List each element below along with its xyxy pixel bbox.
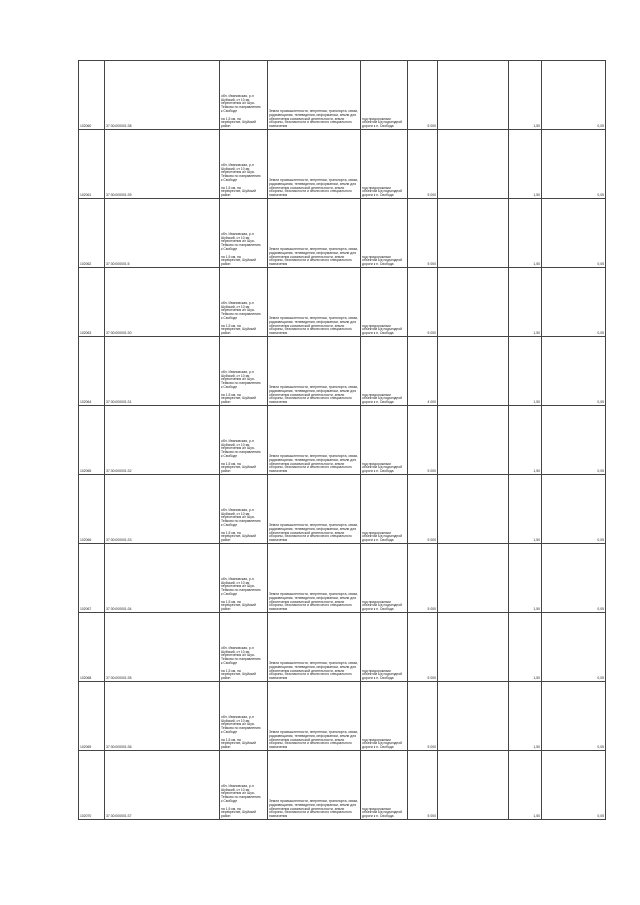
empty-cell xyxy=(438,337,509,406)
table-row xyxy=(79,199,606,268)
land-category-cell: Земли промышленности, энергетики, транспорта, связи, радиовещания, телевидения, информатики, земли для обеспечения космической деятельности, земли обороны, безопасности и земли иного специального назначения xyxy=(268,268,361,337)
permitted-use-cell: под придорожным объектом с/д подъездной дороги к п. Свобода xyxy=(361,199,408,268)
area-cell: 5 000 xyxy=(408,199,438,268)
tax-cell: 0,05 xyxy=(542,682,606,751)
land-category-cell: Земли промышленности, энергетики, транспорта, связи, радиовещания, телевидения, информатики, земли для обеспечения космической деятельности, земли обороны, безопасности и земли иного специального назначения xyxy=(268,130,361,199)
address-cell: обл. Ивановская, р-н Шуйский, от 10 км пересечения а/г Шуя- Тейково по направлению к Свободе на 1,5 км, на перекрестке, Шуйский район xyxy=(220,544,268,613)
rate-cell: 1,50 xyxy=(509,199,542,268)
record-id-cell: 102064 xyxy=(79,337,105,406)
permitted-use-cell: под придорожным объектом с/д подъездной дороги к п. Свобода xyxy=(361,337,408,406)
record-id-cell: 102066 xyxy=(79,475,105,544)
permitted-use-cell: под придорожным объектом с/д подъездной дороги к п. Свобода xyxy=(361,268,408,337)
empty-cell xyxy=(438,475,509,544)
land-category-cell: Земли промышленности, энергетики, транспорта, связи, радиовещания, телевидения, информатики, земли для обеспечения космической деятельности, земли обороны, безопасности и земли иного специального назначения xyxy=(268,406,361,475)
tax-cell: 0,05 xyxy=(542,544,606,613)
empty-cell xyxy=(438,406,509,475)
rate-cell: 1,50 xyxy=(509,682,542,751)
rate-cell: 1,50 xyxy=(509,475,542,544)
permitted-use-cell: под придорожным объектом с/д подъездной дороги к п. Свобода xyxy=(361,61,408,130)
record-id-cell: 102070 xyxy=(79,751,105,820)
empty-cell xyxy=(438,751,509,820)
land-category-cell: Земли промышленности, энергетики, транспорта, связи, радиовещания, телевидения, информатики, земли для обеспечения космической деятельности, земли обороны, безопасности и земли иного специального назначения xyxy=(268,613,361,682)
empty-cell xyxy=(438,613,509,682)
rate-cell: 1,50 xyxy=(509,268,542,337)
cadastral-number-cell: 37:30:000001:36 xyxy=(105,682,220,751)
area-cell: 4 000 xyxy=(408,337,438,406)
record-id-cell: 102067 xyxy=(79,544,105,613)
empty-cell xyxy=(438,130,509,199)
tax-cell: 0,05 xyxy=(542,337,606,406)
empty-cell xyxy=(438,682,509,751)
address-cell: обл. Ивановская, р-н Шуйский, от 10 км пересечения а/г Шуя- Тейково по направлению к Свободе на 1,5 км, на перекрестке, Шуйский район xyxy=(220,613,268,682)
cadastral-number-cell: 37:30:000001:32 xyxy=(105,406,220,475)
land-plot-table xyxy=(78,60,606,820)
address-cell: обл. Ивановская, р-н Шуйский, от 10 км пересечения а/г Шуя- Тейково по направлению к Свободе на 1,5 км, на перекрестке, Шуйский район xyxy=(220,475,268,544)
record-id-cell: 102062 xyxy=(79,199,105,268)
table-row xyxy=(79,61,606,130)
rate-cell: 1,50 xyxy=(509,613,542,682)
address-cell: обл. Ивановская, р-н Шуйский, от 10 км пересечения а/г Шуя- Тейково по направлению к Свободе на 1,5 км, на перекрестке, Шуйский район xyxy=(220,337,268,406)
empty-cell xyxy=(438,199,509,268)
area-cell: 5 000 xyxy=(408,268,438,337)
record-id-cell: 102069 xyxy=(79,682,105,751)
area-cell: 5 000 xyxy=(408,682,438,751)
record-id-cell: 102065 xyxy=(79,406,105,475)
land-category-cell: Земли промышленности, энергетики, транспорта, связи, радиовещания, телевидения, информатики, земли для обеспечения космической деятельности, земли обороны, безопасности и земли иного специального назначения xyxy=(268,337,361,406)
empty-cell xyxy=(438,268,509,337)
tax-cell: 0,05 xyxy=(542,130,606,199)
table-row xyxy=(79,337,606,406)
table-row xyxy=(79,613,606,682)
table-row xyxy=(79,406,606,475)
record-id-cell: 102061 xyxy=(79,130,105,199)
address-cell: обл. Ивановская, р-н Шуйский, от 10 км пересечения а/г Шуя- Тейково по направлению к Свободе на 1,5 км, на перекрестке, Шуйский район xyxy=(220,130,268,199)
record-id-cell: 102060 xyxy=(79,61,105,130)
area-cell: 5 000 xyxy=(408,61,438,130)
permitted-use-cell: под придорожным объектом с/д подъездной дороги к п. Свобода xyxy=(361,130,408,199)
rate-cell: 1,50 xyxy=(509,544,542,613)
empty-cell xyxy=(438,61,509,130)
area-cell: 5 000 xyxy=(408,130,438,199)
land-category-cell: Земли промышленности, энергетики, транспорта, связи, радиовещания, телевидения, информатики, земли для обеспечения космической деятельности, земли обороны, безопасности и земли иного специального назначения xyxy=(268,199,361,268)
tax-cell: 0,05 xyxy=(542,475,606,544)
address-cell: обл. Ивановская, р-н Шуйский, от 10 км пересечения а/г Шуя- Тейково по направлению к Свободе на 1,5 км, на перекрестке, Шуйский район xyxy=(220,61,268,130)
rate-cell: 1,50 xyxy=(509,751,542,820)
permitted-use-cell: под придорожным объектом с/д подъездной дороги к п. Свобода xyxy=(361,751,408,820)
empty-cell xyxy=(438,544,509,613)
permitted-use-cell: под придорожным объектом с/д подъездной дороги к п. Свобода xyxy=(361,544,408,613)
address-cell: обл. Ивановская, р-н Шуйский, от 10 км пересечения а/г Шуя- Тейково по направлению к Свободе на 1,5 км, на перекрестке, Шуйский район xyxy=(220,268,268,337)
cadastral-number-cell: 37:30:000001:37 xyxy=(105,751,220,820)
record-id-cell: 102063 xyxy=(79,268,105,337)
tax-cell: 0,05 xyxy=(542,613,606,682)
permitted-use-cell: под придорожным объектом с/д подъездной дороги к п. Свобода xyxy=(361,406,408,475)
tax-cell: 0,05 xyxy=(542,406,606,475)
permitted-use-cell: под придорожным объектом с/д подъездной дороги к п. Свобода xyxy=(361,613,408,682)
area-cell: 5 000 xyxy=(408,406,438,475)
rate-cell: 1,50 xyxy=(509,337,542,406)
cadastral-number-cell: 37:30:000001:30 xyxy=(105,268,220,337)
address-cell: обл. Ивановская, р-н Шуйский, от 10 км пересечения а/г Шуя- Тейково по направлению к Свободе на 1,5 км, на перекрестке, Шуйский район xyxy=(220,751,268,820)
rate-cell: 1,50 xyxy=(509,406,542,475)
cadastral-number-cell: 37:30:000001:31 xyxy=(105,337,220,406)
land-category-cell: Земли промышленности, энергетики, транспорта, связи, радиовещания, телевидения, информатики, земли для обеспечения космической деятельности, земли обороны, безопасности и земли иного специального назначения xyxy=(268,682,361,751)
record-id-cell: 102068 xyxy=(79,613,105,682)
table-row xyxy=(79,475,606,544)
table-body xyxy=(79,61,606,820)
tax-cell: 0,05 xyxy=(542,751,606,820)
land-category-cell: Земли промышленности, энергетики, транспорта, связи, радиовещания, телевидения, информатики, земли для обеспечения космической деятельности, земли обороны, безопасности и земли иного специального назначения xyxy=(268,475,361,544)
area-cell: 5 000 xyxy=(408,475,438,544)
tax-cell: 0,05 xyxy=(542,199,606,268)
rate-cell: 1,50 xyxy=(509,61,542,130)
tax-cell: 0,05 xyxy=(542,268,606,337)
area-cell: 5 000 xyxy=(408,751,438,820)
table-row xyxy=(79,544,606,613)
area-cell: 5 000 xyxy=(408,544,438,613)
permitted-use-cell: под придорожным объектом с/д подъездной дороги к п. Свобода xyxy=(361,475,408,544)
land-category-cell: Земли промышленности, энергетики, транспорта, связи, радиовещания, телевидения, информатики, земли для обеспечения космической деятельности, земли обороны, безопасности и земли иного специального назначения xyxy=(268,61,361,130)
land-plot-register-sheet xyxy=(78,60,604,820)
table-row xyxy=(79,682,606,751)
address-cell: обл. Ивановская, р-н Шуйский, от 10 км пересечения а/г Шуя- Тейково по направлению к Свободе на 1,5 км, на перекрестке, Шуйский район xyxy=(220,406,268,475)
table-row xyxy=(79,751,606,820)
permitted-use-cell: под придорожным объектом с/д подъездной дороги к п. Свобода xyxy=(361,682,408,751)
address-cell: обл. Ивановская, р-н Шуйский, от 10 км пересечения а/г Шуя- Тейково по направлению к Свободе на 1,5 км, на перекрестке, Шуйский район xyxy=(220,682,268,751)
cadastral-number-cell: 37:30:000001:5 xyxy=(105,199,220,268)
table-row xyxy=(79,130,606,199)
cadastral-number-cell: 37:30:000001:35 xyxy=(105,613,220,682)
tax-cell: 0,05 xyxy=(542,61,606,130)
area-cell: 5 000 xyxy=(408,613,438,682)
rate-cell: 1,50 xyxy=(509,130,542,199)
cadastral-number-cell: 37:30:000001:39 xyxy=(105,130,220,199)
cadastral-number-cell: 37:30:000001:38 xyxy=(105,61,220,130)
table-row xyxy=(79,268,606,337)
cadastral-number-cell: 37:30:000001:34 xyxy=(105,544,220,613)
address-cell: обл. Ивановская, р-н Шуйский, от 10 км пересечения а/г Шуя- Тейково по направлению к Свободе на 1,5 км, на перекрестке, Шуйский район xyxy=(220,199,268,268)
cadastral-number-cell: 37:30:000001:33 xyxy=(105,475,220,544)
land-category-cell: Земли промышленности, энергетики, транспорта, связи, радиовещания, телевидения, информатики, земли для обеспечения космической деятельности, земли обороны, безопасности и земли иного специального назначения xyxy=(268,751,361,820)
land-category-cell: Земли промышленности, энергетики, транспорта, связи, радиовещания, телевидения, информатики, земли для обеспечения космической деятельности, земли обороны, безопасности и земли иного специального назначения xyxy=(268,544,361,613)
